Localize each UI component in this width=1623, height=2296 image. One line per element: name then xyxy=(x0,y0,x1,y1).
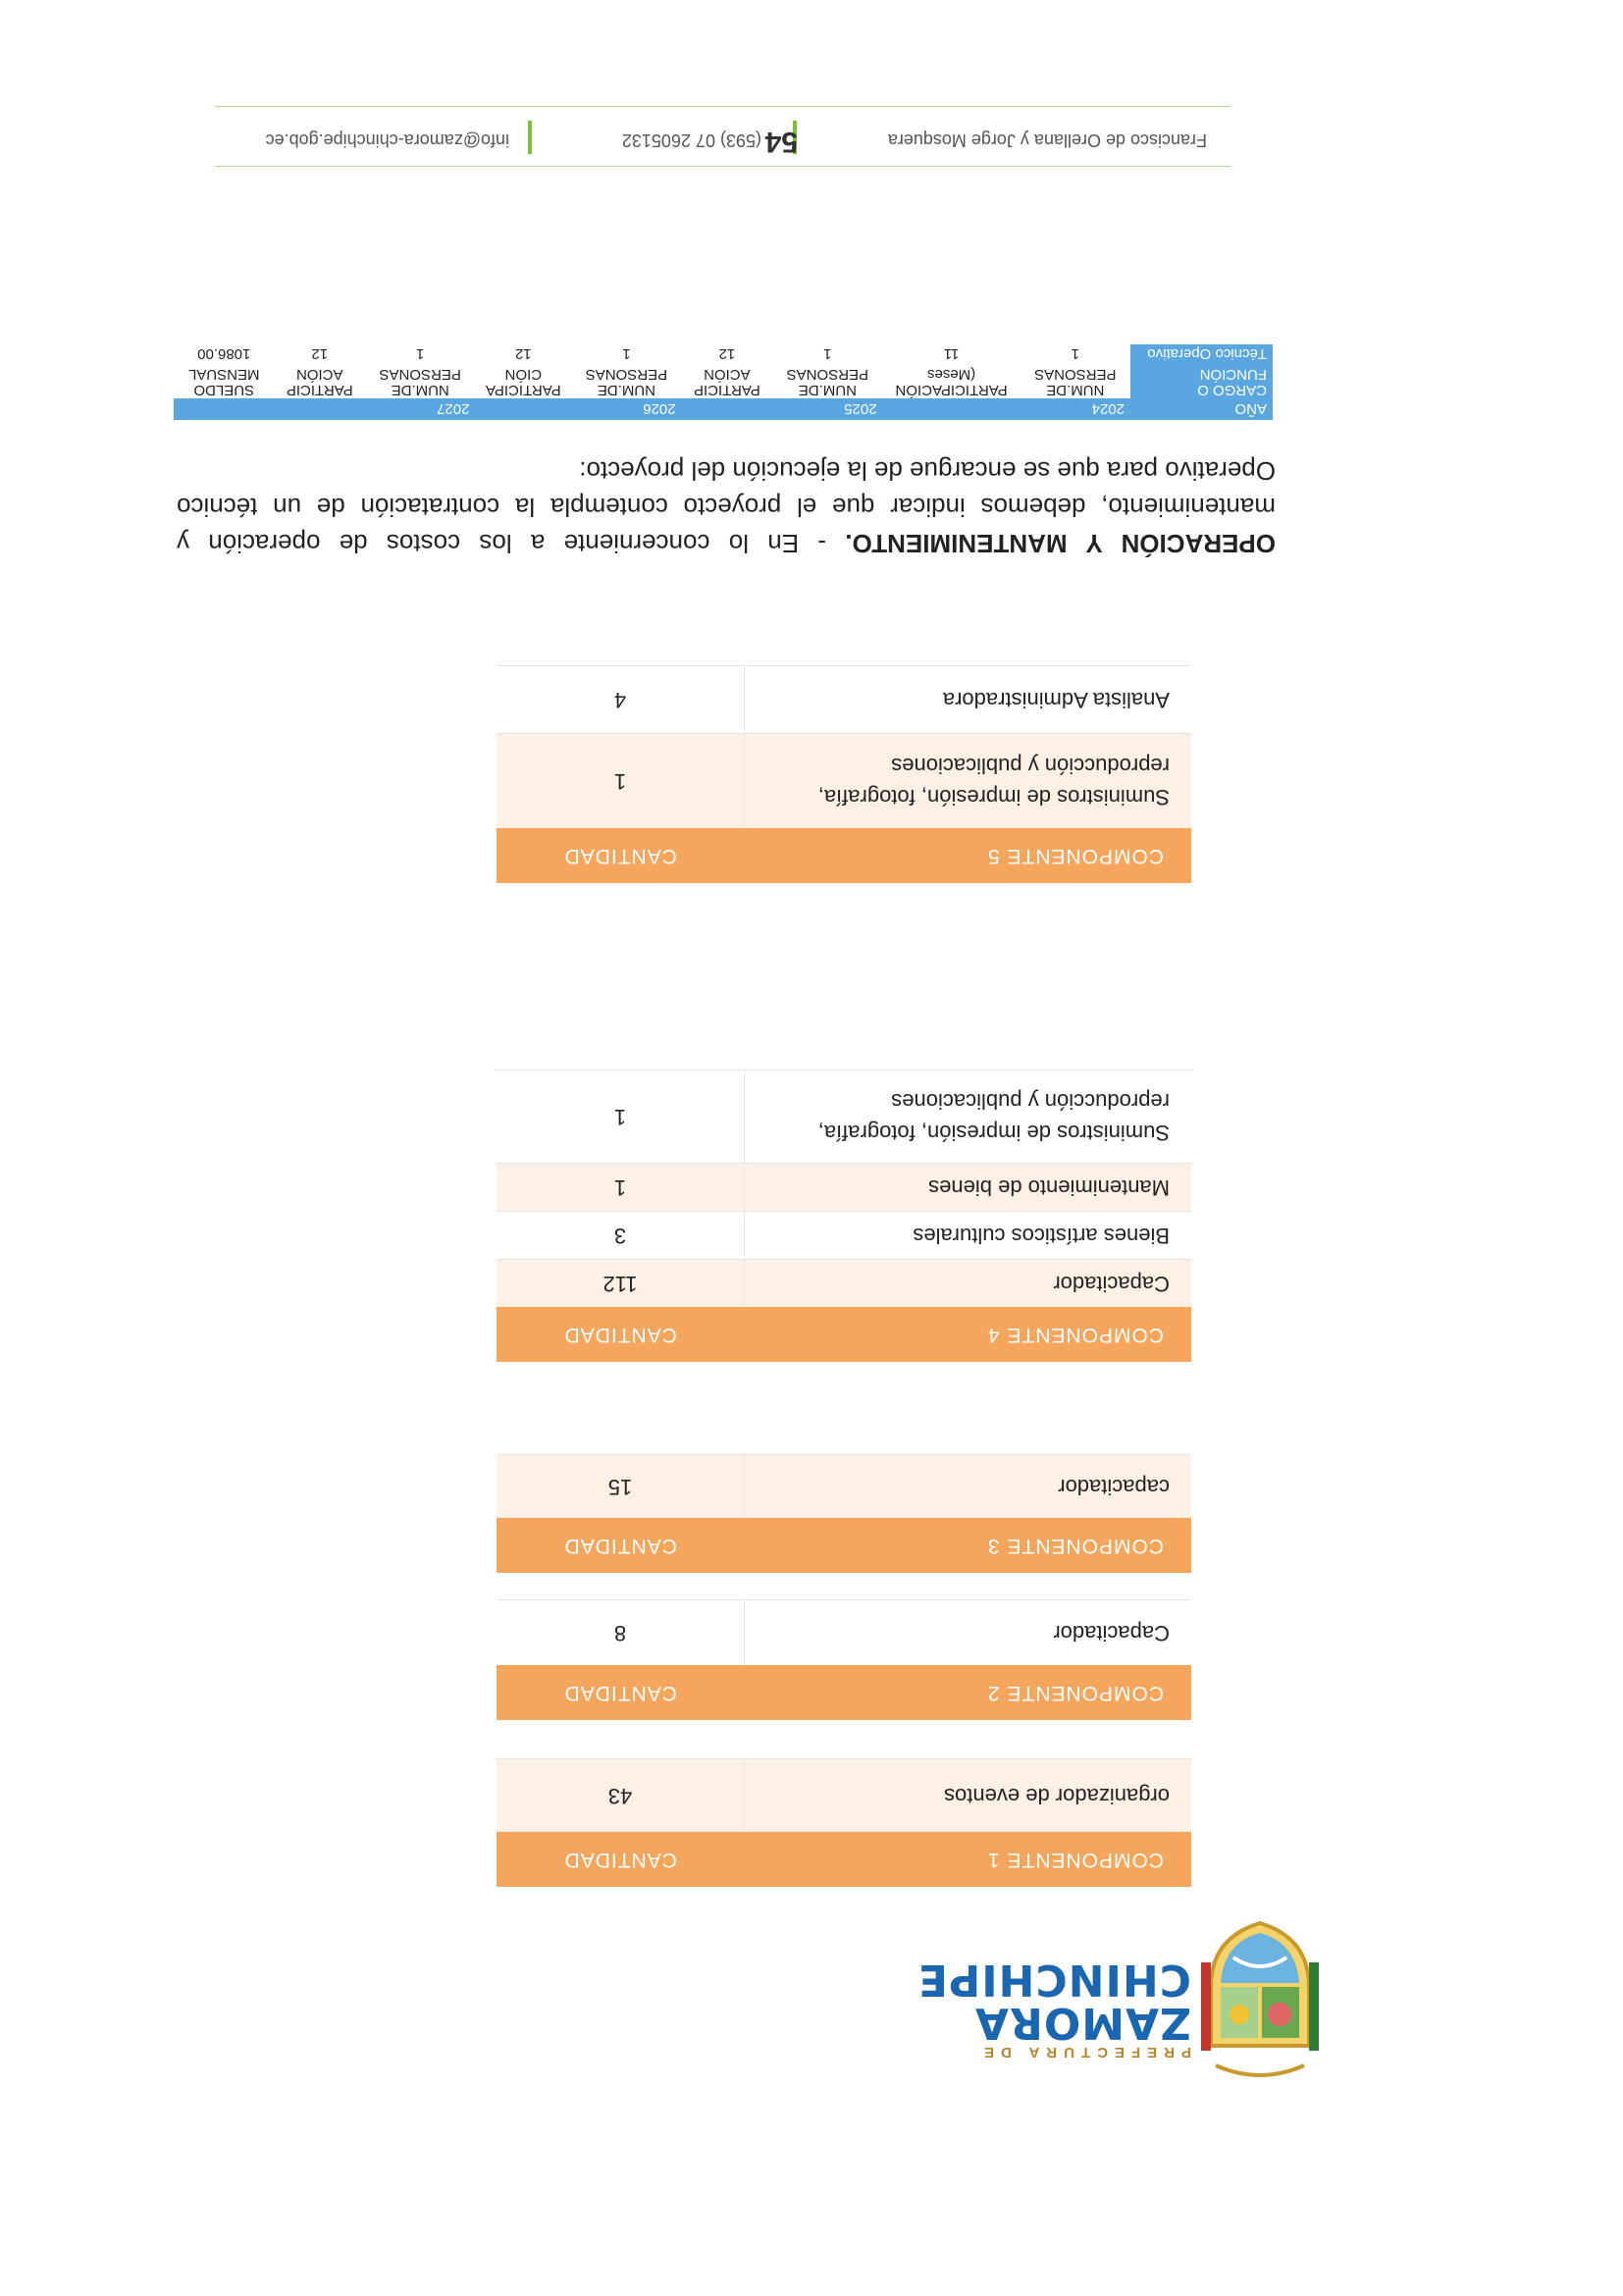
column-header: PARTICIPA CIÓN xyxy=(485,366,561,398)
role-name: Técnico Operativo xyxy=(1130,344,1273,365)
cell-value: 12 xyxy=(718,345,736,362)
coat-of-arms-logo xyxy=(1196,1918,1324,2085)
role-header: CARGO O FUNCIÓN xyxy=(1130,365,1273,398)
quantity-header: CANTIDAD xyxy=(497,1518,745,1573)
cell-value: 1 xyxy=(622,345,631,362)
component-title: COMPONENTE 2 xyxy=(745,1665,1192,1720)
component-5-table xyxy=(497,665,1191,883)
column-header: NUM.DE PERSONAS xyxy=(786,366,869,398)
item-name: Analista Administradora xyxy=(745,666,1192,734)
column-header: NUM.DE PERSONAS xyxy=(585,366,668,398)
quantity-header: CANTIDAD xyxy=(497,1307,745,1362)
item-name: Mantenimiento de bienes xyxy=(745,1164,1192,1212)
year-label: AÑO xyxy=(1130,398,1273,420)
operation-text: - En lo concerniente a los costos de operación y mantenimiento, debemos indicar que el proyecto contempla la contratación de un técnico Operativo para que se encargue de la ejecución del proyecto: xyxy=(176,456,1276,558)
quantity-header: CANTIDAD xyxy=(497,828,745,883)
footer-divider xyxy=(528,121,532,154)
year-2025: 2025 xyxy=(682,398,883,420)
item-name: Capacitador xyxy=(745,1600,1192,1666)
year-2026: 2026 xyxy=(475,398,681,420)
table-row xyxy=(497,1070,1191,1164)
item-name: organizador de eventos xyxy=(745,1759,1192,1833)
item-name: Bienes artísticos culturales xyxy=(745,1212,1192,1260)
staff-cost-table xyxy=(174,344,1273,420)
item-name: capacitador xyxy=(745,1455,1192,1519)
cell-value: 11 xyxy=(943,345,960,362)
brand-name-line2: CHINCHIPE xyxy=(916,1955,1191,2005)
column-header: SUELDO MENSUAL xyxy=(187,366,260,398)
footer-phone: (593) 07 2605132 xyxy=(621,130,761,150)
table-row xyxy=(497,1600,1191,1666)
column-header: PARTICIP ACIÓN xyxy=(693,366,760,398)
year-2024: 2024 xyxy=(883,398,1130,420)
item-quantity: 1 xyxy=(497,1164,745,1212)
table-row xyxy=(497,1455,1191,1519)
column-header: NUM.DE PERSONAS xyxy=(379,366,461,398)
table-row xyxy=(497,1260,1191,1308)
brand-prefix: PREFECTURA DE xyxy=(977,2044,1191,2061)
quantity-header: CANTIDAD xyxy=(497,1832,745,1887)
table-row xyxy=(497,1212,1191,1260)
cell-value: 1 xyxy=(416,345,425,362)
component-title: COMPONENTE 4 xyxy=(745,1307,1192,1362)
cell-value: 12 xyxy=(514,345,532,362)
item-quantity: 43 xyxy=(497,1759,745,1833)
cell-value: 1 xyxy=(823,345,832,362)
item-name: Suministros de impresión, fotografía, reproducción y publicaciones xyxy=(745,1070,1192,1164)
column-header: PARTICIPACIÓN (Meses xyxy=(895,366,1008,398)
component-3-table xyxy=(497,1454,1191,1573)
table-row xyxy=(497,1164,1191,1212)
table-row xyxy=(497,1759,1191,1833)
component-4-table xyxy=(497,1070,1191,1362)
operation-heading: OPERACIÓN Y MANTENIMIENTO. xyxy=(845,529,1276,558)
cell-value: 1 xyxy=(1071,345,1079,362)
page-footer xyxy=(215,106,1230,167)
footer-email[interactable]: info@zamora-chinchipe.gob.ec xyxy=(265,130,509,150)
operation-paragraph xyxy=(177,452,1276,561)
component-1-table xyxy=(497,1758,1191,1887)
table-row xyxy=(497,734,1191,829)
item-quantity: 3 xyxy=(497,1212,745,1260)
column-header: PARTICIP ACIÓN xyxy=(286,366,353,398)
item-quantity: 112 xyxy=(497,1260,745,1308)
column-header: NUM.DE PERSONAS xyxy=(1034,366,1117,398)
footer-address: Francisco de Orellana y Jorge Mosquera xyxy=(887,130,1207,150)
component-title: COMPONENTE 1 xyxy=(745,1832,1192,1887)
table-row xyxy=(174,344,1273,365)
item-name: Capacitador xyxy=(745,1260,1192,1308)
salary-value: 1086.00 xyxy=(197,345,251,362)
item-quantity: 1 xyxy=(497,734,745,829)
table-row xyxy=(497,666,1191,734)
item-quantity: 1 xyxy=(497,1070,745,1164)
cell-value: 12 xyxy=(311,345,329,362)
item-quantity: 8 xyxy=(497,1600,745,1666)
year-2027: 2027 xyxy=(174,398,475,420)
component-title: COMPONENTE 5 xyxy=(745,828,1192,883)
item-quantity: 15 xyxy=(497,1455,745,1519)
component-title: COMPONENTE 3 xyxy=(745,1518,1192,1573)
item-name: Suministros de impresión, fotografía, reproducción y publicaciones xyxy=(745,734,1192,829)
item-quantity: 4 xyxy=(497,666,745,734)
brand-name-line1: ZAMORA xyxy=(973,1998,1191,2048)
quantity-header: CANTIDAD xyxy=(497,1665,745,1720)
brand-name xyxy=(917,1957,1191,2061)
component-2-table xyxy=(497,1599,1191,1720)
page-number: 54 xyxy=(764,126,798,158)
